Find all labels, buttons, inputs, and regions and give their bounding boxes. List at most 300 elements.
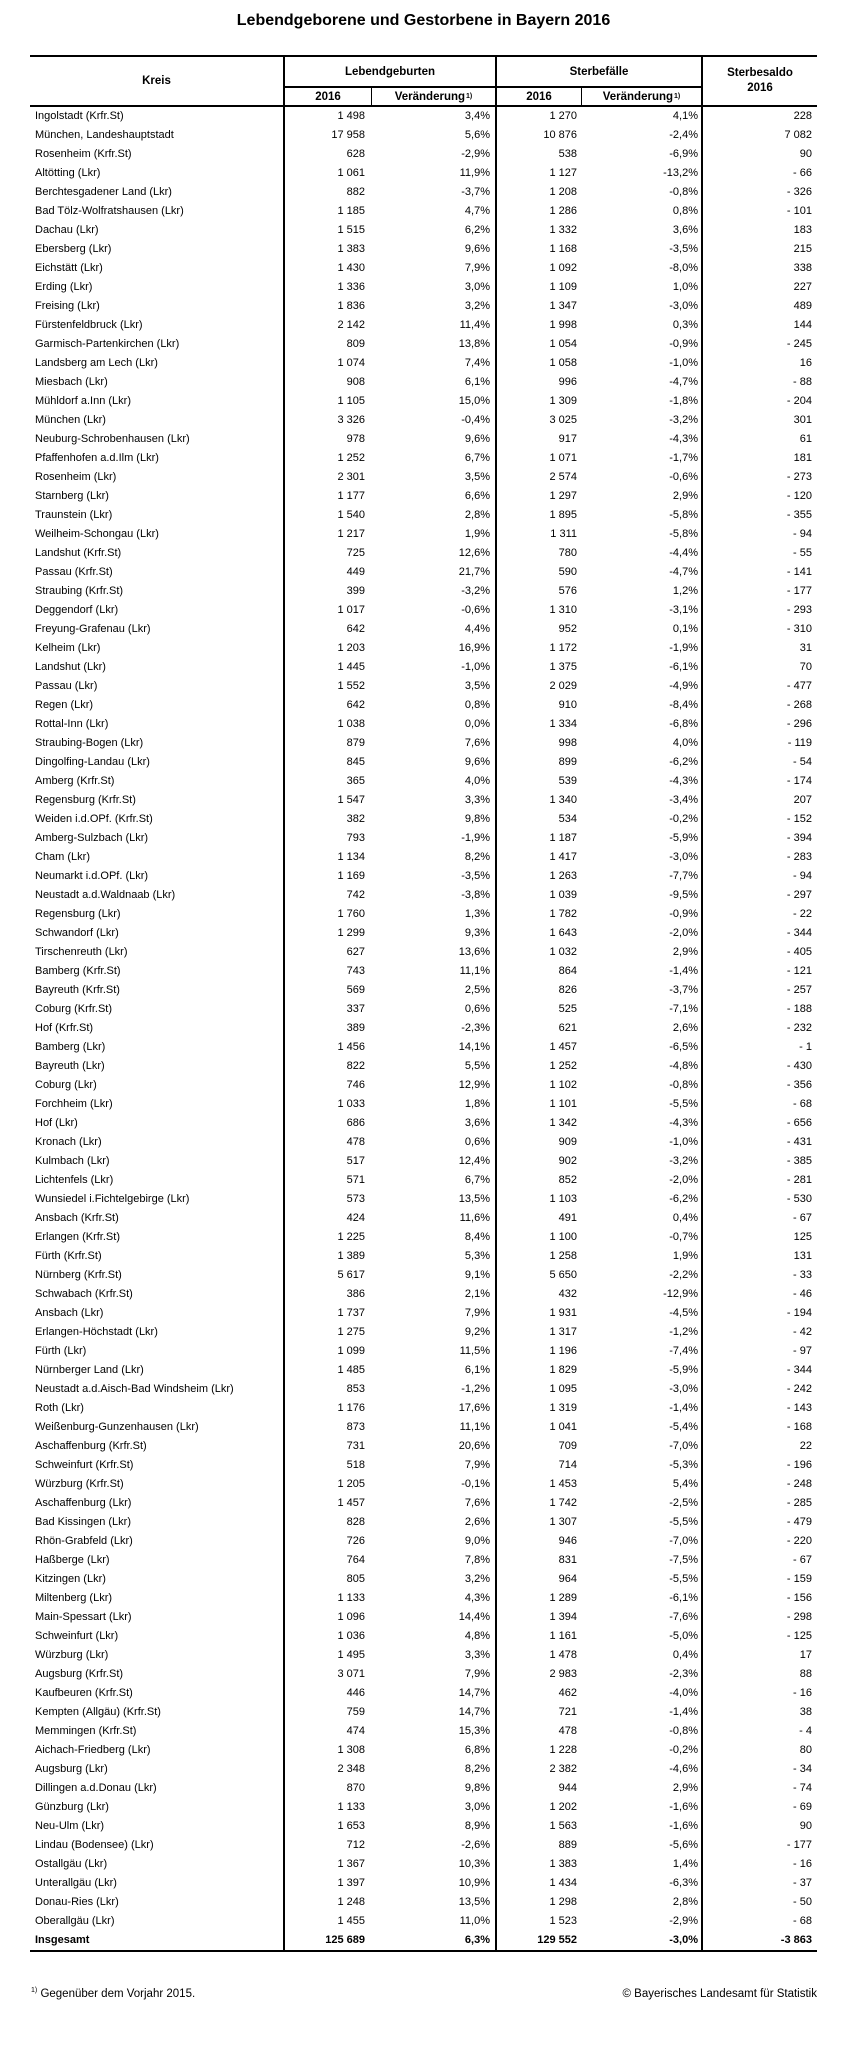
kreis-cell: Straubing (Krfr.St) xyxy=(30,582,285,601)
value-cell: - 101 xyxy=(786,205,812,217)
value-cell: 1 038 xyxy=(337,718,365,730)
header-sterbesaldo-line1: Sterbesaldo xyxy=(727,67,793,79)
kreis-cell: Rottal-Inn (Lkr) xyxy=(30,715,285,734)
value-cell: - 67 xyxy=(793,1554,812,1566)
value-cell: 1 540 xyxy=(337,509,365,521)
value-cell: 1 275 xyxy=(337,1326,365,1338)
value-cell: 576 xyxy=(558,585,577,597)
kreis-cell: Freyung-Grafenau (Lkr) xyxy=(30,620,285,639)
value-cell: 8,2% xyxy=(372,848,497,867)
footnote-marker: 1) xyxy=(31,1987,38,1995)
value-cell: - 168 xyxy=(786,1421,812,1433)
table-row xyxy=(30,905,817,924)
value-cell: 228 xyxy=(793,110,812,122)
value-cell: 11,4% xyxy=(372,316,497,335)
value-cell: 14,7% xyxy=(372,1684,497,1703)
value-cell: 534 xyxy=(558,813,577,825)
value-cell: 1 134 xyxy=(337,851,365,863)
value-cell: - 141 xyxy=(786,566,812,578)
table-row xyxy=(30,1399,817,1418)
value-cell: 14,1% xyxy=(372,1038,497,1057)
kreis-cell: Nürnberger Land (Lkr) xyxy=(30,1361,285,1380)
value-cell: - 4 xyxy=(799,1725,812,1737)
kreis-cell: Ansbach (Krfr.St) xyxy=(30,1209,285,1228)
value-cell: 1 895 xyxy=(549,509,577,521)
value-cell: 780 xyxy=(558,547,577,559)
value-cell: 1,0% xyxy=(582,278,703,297)
value-cell: 1 252 xyxy=(337,452,365,464)
table-total-row xyxy=(30,1931,817,1950)
value-cell: 1 457 xyxy=(549,1041,577,1053)
value-cell: 809 xyxy=(346,338,365,350)
value-cell: - 283 xyxy=(786,851,812,863)
value-cell: 1 836 xyxy=(337,300,365,312)
kreis-cell: Kaufbeuren (Krfr.St) xyxy=(30,1684,285,1703)
value-cell: 1 515 xyxy=(337,224,365,236)
kreis-cell: Deggendorf (Lkr) xyxy=(30,601,285,620)
value-cell: -6,5% xyxy=(582,1038,703,1057)
kreis-cell: Straubing-Bogen (Lkr) xyxy=(30,734,285,753)
value-cell: 0,4% xyxy=(582,1209,703,1228)
value-cell: 7,4% xyxy=(372,354,497,373)
value-cell: - 394 xyxy=(786,832,812,844)
value-cell: 474 xyxy=(346,1725,365,1737)
table-row xyxy=(30,392,817,411)
table-row xyxy=(30,848,817,867)
value-cell: 845 xyxy=(346,756,365,768)
value-cell: 686 xyxy=(346,1117,365,1129)
value-cell: -1,2% xyxy=(582,1323,703,1342)
value-cell: 2 574 xyxy=(549,471,577,483)
value-cell: 1 347 xyxy=(549,300,577,312)
value-cell: 2 348 xyxy=(337,1763,365,1775)
table-row xyxy=(30,924,817,943)
value-cell: 2,9% xyxy=(582,487,703,506)
value-cell: 12,4% xyxy=(372,1152,497,1171)
table-row xyxy=(30,753,817,772)
value-cell: -2,0% xyxy=(582,924,703,943)
kreis-cell: Kitzingen (Lkr) xyxy=(30,1570,285,1589)
value-cell: - 431 xyxy=(786,1136,812,1148)
value-cell: 16 xyxy=(799,357,812,369)
value-cell: - 268 xyxy=(786,699,812,711)
header-lebendgeburten-label: Lebendgeburten xyxy=(344,65,436,78)
table-row xyxy=(30,1418,817,1437)
value-cell: -4,3% xyxy=(582,1114,703,1133)
value-cell: - 97 xyxy=(793,1345,812,1357)
value-cell: 1 054 xyxy=(549,338,577,350)
value-cell: 3,5% xyxy=(372,677,497,696)
value-cell: 917 xyxy=(558,433,577,445)
value-cell: 365 xyxy=(346,775,365,787)
value-cell: 1 096 xyxy=(337,1611,365,1623)
table-row xyxy=(30,468,817,487)
value-cell: 1 332 xyxy=(549,224,577,236)
kreis-cell: Forchheim (Lkr) xyxy=(30,1095,285,1114)
value-cell: - 220 xyxy=(786,1535,812,1547)
value-cell: 337 xyxy=(346,1003,365,1015)
value-cell: -6,2% xyxy=(582,753,703,772)
value-cell: -1,6% xyxy=(582,1817,703,1836)
value-cell: 1 340 xyxy=(549,794,577,806)
value-cell: 642 xyxy=(346,623,365,635)
kreis-cell: Erlangen (Krfr.St) xyxy=(30,1228,285,1247)
value-cell: 1 430 xyxy=(337,262,365,274)
value-cell: - 33 xyxy=(793,1269,812,1281)
kreis-cell: Hof (Krfr.St) xyxy=(30,1019,285,1038)
table-row xyxy=(30,1000,817,1019)
value-cell: 571 xyxy=(346,1174,365,1186)
kreis-cell: Bad Kissingen (Lkr) xyxy=(30,1513,285,1532)
value-cell: 1 299 xyxy=(337,927,365,939)
table-row xyxy=(30,1475,817,1494)
value-cell: 1 737 xyxy=(337,1307,365,1319)
value-cell: 1 032 xyxy=(549,946,577,958)
value-cell: 17 xyxy=(799,1649,812,1661)
table-row xyxy=(30,1665,817,1684)
value-cell: -0,8% xyxy=(582,1722,703,1741)
value-cell: - 55 xyxy=(793,547,812,559)
value-cell: 9,6% xyxy=(372,430,497,449)
kreis-cell: Aschaffenburg (Lkr) xyxy=(30,1494,285,1513)
value-cell: 1 478 xyxy=(549,1649,577,1661)
value-cell: 1 263 xyxy=(549,870,577,882)
value-cell: -3,8% xyxy=(372,886,497,905)
table-row xyxy=(30,1323,817,1342)
value-cell: 432 xyxy=(558,1288,577,1300)
footnote xyxy=(30,1988,195,2000)
value-cell: 11,9% xyxy=(372,164,497,183)
kreis-cell: Altötting (Lkr) xyxy=(30,164,285,183)
value-cell: 11,1% xyxy=(372,1418,497,1437)
value-cell: 1 177 xyxy=(337,490,365,502)
table-row xyxy=(30,487,817,506)
value-cell: -3 863 xyxy=(780,1934,812,1946)
value-cell: 7,6% xyxy=(372,734,497,753)
value-cell: 879 xyxy=(346,737,365,749)
value-cell: 539 xyxy=(558,775,577,787)
value-cell: 11,6% xyxy=(372,1209,497,1228)
table-row xyxy=(30,297,817,316)
value-cell: 478 xyxy=(558,1725,577,1737)
value-cell: 1,9% xyxy=(582,1247,703,1266)
value-cell: 6,7% xyxy=(372,449,497,468)
kreis-cell: Würzburg (Lkr) xyxy=(30,1646,285,1665)
table-row xyxy=(30,1760,817,1779)
value-cell: 517 xyxy=(346,1155,365,1167)
value-cell: 1 041 xyxy=(549,1421,577,1433)
kreis-cell: Ansbach (Lkr) xyxy=(30,1304,285,1323)
value-cell: 9,2% xyxy=(372,1323,497,1342)
value-cell: 1 523 xyxy=(549,1915,577,1927)
value-cell: 1 760 xyxy=(337,908,365,920)
value-cell: 1 161 xyxy=(549,1630,577,1642)
table-row xyxy=(30,563,817,582)
value-cell: 1 317 xyxy=(549,1326,577,1338)
value-cell: 80 xyxy=(799,1744,812,1756)
value-cell: 1 252 xyxy=(549,1060,577,1072)
value-cell: 1 095 xyxy=(549,1383,577,1395)
kreis-cell: Bad Tölz-Wolfratshausen (Lkr) xyxy=(30,202,285,221)
value-cell: - 34 xyxy=(793,1763,812,1775)
value-cell: -5,9% xyxy=(582,829,703,848)
table-row xyxy=(30,1684,817,1703)
value-cell: 0,6% xyxy=(372,1000,497,1019)
footnote-text: Gegenüber dem Vorjahr 2015. xyxy=(40,1988,196,2000)
value-cell: 5 617 xyxy=(337,1269,365,1281)
value-cell: 1 319 xyxy=(549,1402,577,1414)
table-row xyxy=(30,430,817,449)
value-cell: -12,9% xyxy=(582,1285,703,1304)
table-row xyxy=(30,1551,817,1570)
value-cell: - 245 xyxy=(786,338,812,350)
value-cell: -3,5% xyxy=(372,867,497,886)
table-row xyxy=(30,696,817,715)
table-row xyxy=(30,810,817,829)
kreis-cell: Cham (Lkr) xyxy=(30,848,285,867)
table-row xyxy=(30,221,817,240)
value-cell: 1 375 xyxy=(549,661,577,673)
table-row xyxy=(30,1171,817,1190)
value-cell: - 16 xyxy=(793,1687,812,1699)
kreis-cell: München, Landeshauptstadt xyxy=(30,126,285,145)
value-cell: 525 xyxy=(558,1003,577,1015)
value-cell: 1 036 xyxy=(337,1630,365,1642)
kreis-cell: Fürth (Lkr) xyxy=(30,1342,285,1361)
value-cell: 2,9% xyxy=(582,1779,703,1798)
table-row xyxy=(30,1304,817,1323)
value-cell: 1 931 xyxy=(549,1307,577,1319)
value-cell: 10 876 xyxy=(543,129,577,141)
value-cell: 6,1% xyxy=(372,373,497,392)
value-cell: -6,9% xyxy=(582,145,703,164)
value-cell: 1 383 xyxy=(549,1858,577,1870)
value-cell: 1 289 xyxy=(549,1592,577,1604)
value-cell: 1 998 xyxy=(549,319,577,331)
value-cell: -7,0% xyxy=(582,1437,703,1456)
value-cell: 462 xyxy=(558,1687,577,1699)
statistics-table xyxy=(30,55,817,1952)
table-row xyxy=(30,715,817,734)
value-cell: 1 547 xyxy=(337,794,365,806)
value-cell: 7 082 xyxy=(784,129,812,141)
value-cell: 1 286 xyxy=(549,205,577,217)
value-cell: 1 208 xyxy=(549,186,577,198)
value-cell: 8,4% xyxy=(372,1228,497,1247)
table-row xyxy=(30,278,817,297)
value-cell: 2 029 xyxy=(549,680,577,692)
value-cell: - 46 xyxy=(793,1288,812,1300)
value-cell: 1 552 xyxy=(337,680,365,692)
value-cell: -2,2% xyxy=(582,1266,703,1285)
value-cell: -2,3% xyxy=(582,1665,703,1684)
value-cell: -1,4% xyxy=(582,962,703,981)
value-cell: 853 xyxy=(346,1383,365,1395)
value-cell: 1,8% xyxy=(372,1095,497,1114)
kreis-cell: Insgesamt xyxy=(30,1931,285,1950)
kreis-cell: Neuburg-Schrobenhausen (Lkr) xyxy=(30,430,285,449)
table-row xyxy=(30,981,817,1000)
value-cell: 725 xyxy=(346,547,365,559)
table-row xyxy=(30,544,817,563)
value-cell: -0,2% xyxy=(582,1741,703,1760)
kreis-cell: Memmingen (Krfr.St) xyxy=(30,1722,285,1741)
value-cell: 1 457 xyxy=(337,1497,365,1509)
kreis-cell: Neustadt a.d.Aisch-Bad Windsheim (Lkr) xyxy=(30,1380,285,1399)
value-cell: 8,2% xyxy=(372,1760,497,1779)
value-cell: -6,3% xyxy=(582,1874,703,1893)
value-cell: -2,5% xyxy=(582,1494,703,1513)
value-cell: 902 xyxy=(558,1155,577,1167)
value-cell: 4,0% xyxy=(582,734,703,753)
value-cell: 709 xyxy=(558,1440,577,1452)
kreis-cell: Schwandorf (Lkr) xyxy=(30,924,285,943)
kreis-cell: Ebersberg (Lkr) xyxy=(30,240,285,259)
table-row xyxy=(30,1361,817,1380)
kreis-cell: Traunstein (Lkr) xyxy=(30,506,285,525)
value-cell: 144 xyxy=(793,319,812,331)
value-cell: -4,4% xyxy=(582,544,703,563)
value-cell: -1,0% xyxy=(372,658,497,677)
value-cell: -0,1% xyxy=(372,1475,497,1494)
value-cell: -5,9% xyxy=(582,1361,703,1380)
value-cell: 2,1% xyxy=(372,1285,497,1304)
value-cell: 3,3% xyxy=(372,791,497,810)
kreis-cell: Bayreuth (Krfr.St) xyxy=(30,981,285,1000)
table-row xyxy=(30,1266,817,1285)
value-cell: 1,4% xyxy=(582,1855,703,1874)
copyright: © Bayerisches Landesamt für Statistik xyxy=(622,1988,817,2000)
value-cell: 0,4% xyxy=(582,1646,703,1665)
value-cell: -3,0% xyxy=(582,1380,703,1399)
value-cell: - 479 xyxy=(786,1516,812,1528)
value-cell: 978 xyxy=(346,433,365,445)
value-cell: 207 xyxy=(793,794,812,806)
value-cell: 10,9% xyxy=(372,1874,497,1893)
kreis-cell: Mühldorf a.Inn (Lkr) xyxy=(30,392,285,411)
kreis-cell: Weiden i.d.OPf. (Krfr.St) xyxy=(30,810,285,829)
kreis-cell: Ostallgäu (Lkr) xyxy=(30,1855,285,1874)
value-cell: 1 383 xyxy=(337,243,365,255)
value-cell: 446 xyxy=(346,1687,365,1699)
table-row xyxy=(30,1190,817,1209)
value-cell: 1 105 xyxy=(337,395,365,407)
kreis-cell: Donau-Ries (Lkr) xyxy=(30,1893,285,1912)
kreis-cell: Schweinfurt (Krfr.St) xyxy=(30,1456,285,1475)
kreis-cell: Pfaffenhofen a.d.Ilm (Lkr) xyxy=(30,449,285,468)
value-cell: -6,2% xyxy=(582,1190,703,1209)
value-cell: - 326 xyxy=(786,186,812,198)
value-cell: 826 xyxy=(558,984,577,996)
kreis-cell: Miesbach (Lkr) xyxy=(30,373,285,392)
value-cell: -6,1% xyxy=(582,658,703,677)
value-cell: -2,4% xyxy=(582,126,703,145)
value-cell: 1 099 xyxy=(337,1345,365,1357)
header-sterbefaelle-label: Sterbefälle xyxy=(569,65,629,78)
value-cell: 1 258 xyxy=(549,1250,577,1262)
kreis-cell: Ingolstadt (Krfr.St) xyxy=(30,107,285,126)
value-cell: - 94 xyxy=(793,528,812,540)
table-row xyxy=(30,1893,817,1912)
value-cell: 1 311 xyxy=(550,528,577,540)
value-cell: 1 196 xyxy=(549,1345,577,1357)
value-cell: - 242 xyxy=(786,1383,812,1395)
value-cell: - 68 xyxy=(793,1915,812,1927)
value-cell: 3 071 xyxy=(337,1668,365,1680)
value-cell: 13,8% xyxy=(372,335,497,354)
value-cell: 7,9% xyxy=(372,1456,497,1475)
kreis-cell: Schweinfurt (Lkr) xyxy=(30,1627,285,1646)
value-cell: -0,7% xyxy=(582,1228,703,1247)
kreis-cell: Schwabach (Krfr.St) xyxy=(30,1285,285,1304)
value-cell: 870 xyxy=(346,1782,365,1794)
value-cell: 14,7% xyxy=(372,1703,497,1722)
kreis-cell: Passau (Lkr) xyxy=(30,677,285,696)
value-cell: 1 495 xyxy=(337,1649,365,1661)
kreis-cell: Neu-Ulm (Lkr) xyxy=(30,1817,285,1836)
value-cell: 1 434 xyxy=(549,1877,577,1889)
value-cell: 0,6% xyxy=(372,1133,497,1152)
kreis-cell: Kronach (Lkr) xyxy=(30,1133,285,1152)
value-cell: 478 xyxy=(346,1136,365,1148)
value-cell: 1 127 xyxy=(549,167,577,179)
value-cell: 1 456 xyxy=(337,1041,365,1053)
value-cell: 5,4% xyxy=(582,1475,703,1494)
kreis-cell: Unterallgäu (Lkr) xyxy=(30,1874,285,1893)
value-cell: 1 308 xyxy=(337,1744,365,1756)
kreis-cell: Nürnberg (Krfr.St) xyxy=(30,1266,285,1285)
kreis-cell: Regensburg (Krfr.St) xyxy=(30,791,285,810)
subheader-veraenderung-label: Veränderung xyxy=(602,90,674,103)
value-cell: 1 445 xyxy=(337,661,365,673)
value-cell: 3,0% xyxy=(372,278,497,297)
value-cell: 11,1% xyxy=(372,962,497,981)
kreis-cell: Rosenheim (Lkr) xyxy=(30,468,285,487)
value-cell: 1 202 xyxy=(549,1801,577,1813)
value-cell: 3,5% xyxy=(372,468,497,487)
value-cell: 301 xyxy=(793,414,812,426)
value-cell: -1,6% xyxy=(582,1798,703,1817)
table-row xyxy=(30,1380,817,1399)
value-cell: - 355 xyxy=(786,509,812,521)
table-row xyxy=(30,107,817,126)
value-cell: -1,8% xyxy=(582,392,703,411)
value-cell: 712 xyxy=(346,1839,365,1851)
kreis-cell: Bayreuth (Lkr) xyxy=(30,1057,285,1076)
table-row xyxy=(30,506,817,525)
value-cell: 31 xyxy=(799,642,812,654)
value-cell: 13,6% xyxy=(372,943,497,962)
kreis-cell: Rosenheim (Krfr.St) xyxy=(30,145,285,164)
value-cell: - 37 xyxy=(793,1877,812,1889)
value-cell: 227 xyxy=(793,281,812,293)
value-cell: -5,6% xyxy=(582,1836,703,1855)
kreis-cell: Aichach-Friedberg (Lkr) xyxy=(30,1741,285,1760)
value-cell: -1,2% xyxy=(372,1380,497,1399)
value-cell: -8,0% xyxy=(582,259,703,278)
value-cell: 726 xyxy=(346,1535,365,1547)
value-cell: - 298 xyxy=(786,1611,812,1623)
value-cell: -4,7% xyxy=(582,563,703,582)
table-row xyxy=(30,335,817,354)
value-cell: 1 498 xyxy=(337,110,365,122)
value-cell: 2,6% xyxy=(582,1019,703,1038)
value-cell: 998 xyxy=(558,737,577,749)
value-cell: 15,0% xyxy=(372,392,497,411)
value-cell: 131 xyxy=(793,1250,812,1262)
value-cell: 2 301 xyxy=(337,471,365,483)
value-cell: - 344 xyxy=(786,1364,812,1376)
